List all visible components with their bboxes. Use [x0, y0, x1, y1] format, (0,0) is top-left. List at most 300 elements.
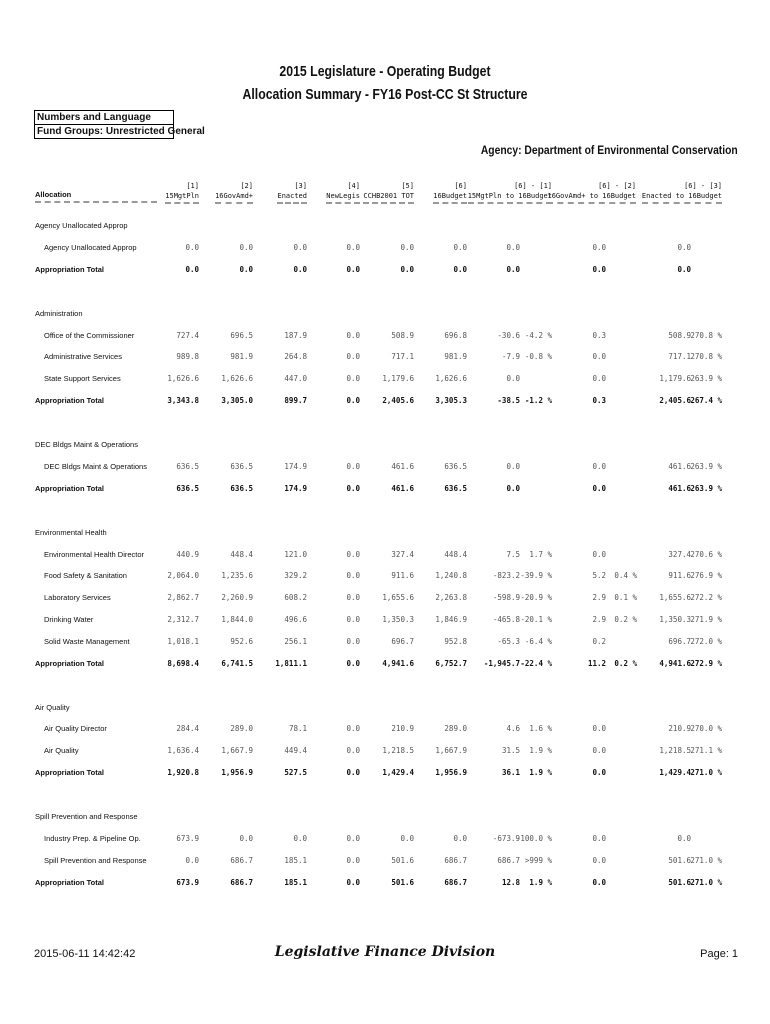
cell-value: 0.0: [506, 374, 520, 384]
fund-info-box: [34, 110, 205, 139]
cell-value: 686.7: [444, 877, 467, 887]
cell-value: 1,667.9: [435, 746, 467, 756]
row-label: Appropriation Total: [35, 768, 105, 777]
cell-value: 272.0 %: [690, 636, 722, 646]
cell-value: 1,350.3: [659, 614, 691, 624]
column-header-index: [4]: [347, 182, 360, 190]
row-label: Laboratory Services: [44, 593, 111, 603]
cell-value: -1.2 %: [524, 395, 552, 405]
cell-value: 0.0: [453, 264, 467, 274]
cell-value: 501.6: [668, 855, 691, 865]
cell-value: 0.1 %: [614, 593, 637, 603]
cell-value: 989.8: [176, 352, 199, 362]
cell-value: 447.0: [284, 374, 307, 384]
row-label: Food Safety & Sanitation: [44, 571, 127, 581]
cell-value: 36.1: [501, 768, 520, 777]
cell-value: -673.9: [492, 833, 520, 843]
cell-value: 263.9 %: [690, 374, 722, 384]
cell-value: 0.0: [592, 374, 606, 384]
column-header: [468, 181, 552, 204]
row-label: Air Quality: [44, 746, 79, 756]
cell-value: 329.2: [284, 571, 307, 581]
cell-value: 0.0: [506, 483, 520, 493]
cell-value: 0.0: [346, 264, 360, 274]
cell-value: 1,655.6: [659, 593, 691, 603]
cell-value: 0.0: [592, 833, 606, 843]
cell-value: 0.0: [346, 549, 360, 559]
group-name: DEC Bldgs Maint & Operations: [35, 440, 138, 449]
cell-value: 899.7: [284, 395, 307, 405]
cell-value: 0.0: [506, 242, 520, 252]
cell-value: 461.6: [391, 461, 414, 471]
cell-value: 270.8 %: [690, 330, 722, 340]
cell-value: -1,945.7: [483, 658, 520, 668]
cell-value: 527.5: [284, 768, 307, 777]
cell-value: 0.0: [677, 833, 691, 843]
appropriation-total-row: [0, 396, 770, 408]
cell-value: 284.4: [176, 724, 199, 734]
column-header-index: [6] - [1]: [514, 182, 552, 190]
cell-value: 1,626.6: [435, 374, 467, 384]
cell-value: 289.0: [230, 724, 253, 734]
cell-value: 496.6: [284, 614, 307, 624]
cell-value: 0.0: [592, 768, 606, 777]
cell-value: -22.4 %: [520, 658, 552, 668]
cell-value: 1.9 %: [529, 746, 552, 756]
cell-value: 449.4: [284, 746, 307, 756]
cell-value: 461.6: [668, 483, 691, 493]
cell-value: 1.9 %: [529, 877, 552, 887]
cell-value: 256.1: [284, 636, 307, 646]
group-header: [0, 703, 770, 715]
cell-value: 2.9: [592, 614, 606, 624]
allocation-column-header: Allocation: [35, 190, 157, 203]
cell-value: 1,920.8: [167, 768, 199, 777]
cell-value: 0.0: [239, 833, 253, 843]
cell-value: 327.4: [668, 549, 691, 559]
cell-value: 981.9: [444, 352, 467, 362]
column-header: [215, 181, 253, 204]
column-header-label: 15MgtPln to 16Budget: [468, 191, 552, 204]
cell-value: 461.6: [391, 483, 414, 493]
table-row: [0, 724, 770, 736]
cell-value: 686.7: [444, 855, 467, 865]
agency-label: Agency: Department of Environmental Conservation: [481, 143, 738, 157]
cell-value: 0.0: [346, 374, 360, 384]
row-label: Spill Prevention and Response: [44, 855, 147, 865]
cell-value: >999 %: [524, 855, 552, 865]
column-header: [433, 181, 467, 204]
cell-value: 0.0: [346, 658, 360, 668]
row-label: Appropriation Total: [35, 483, 105, 493]
cell-value: 448.4: [444, 549, 467, 559]
row-label: Administrative Services: [44, 352, 122, 362]
cell-value: 0.0: [592, 264, 606, 274]
cell-value: 3,305.0: [221, 395, 253, 405]
cell-value: 636.5: [230, 483, 253, 493]
cell-value: 1,667.9: [221, 746, 253, 756]
cell-value: 1,956.9: [435, 768, 467, 777]
cell-value: 0.0: [346, 593, 360, 603]
cell-value: -0.8 %: [524, 352, 552, 362]
cell-value: 0.0: [400, 242, 414, 252]
cell-value: 0.0: [592, 877, 606, 887]
cell-value: 6,752.7: [435, 658, 467, 668]
cell-value: 0.0: [346, 330, 360, 340]
row-label: State Support Services: [44, 374, 121, 384]
column-header-label: NewLegis: [326, 191, 360, 204]
cell-value: 448.4: [230, 549, 253, 559]
row-label: Office of the Commissioner: [44, 330, 135, 340]
cell-value: 270.8 %: [690, 352, 722, 362]
cell-value: 271.0 %: [690, 768, 722, 777]
group-header: [0, 309, 770, 321]
cell-value: 508.9: [668, 330, 691, 340]
column-header-index: [6] - [3]: [684, 182, 722, 190]
cell-value: 696.7: [668, 636, 691, 646]
cell-value: 696.8: [444, 330, 467, 340]
group-name: Agency Unallocated Approp: [35, 221, 128, 230]
cell-value: 1.6 %: [529, 724, 552, 734]
table-row: [0, 550, 770, 562]
cell-value: 2,862.7: [167, 593, 199, 603]
cell-value: 717.1: [391, 352, 414, 362]
cell-value: 121.0: [284, 549, 307, 559]
cell-value: 0.0: [346, 724, 360, 734]
cell-value: 1,811.1: [275, 658, 307, 668]
row-label: DEC Bldgs Maint & Operations: [44, 461, 147, 471]
table-row: [0, 571, 770, 583]
cell-value: 272.9 %: [690, 658, 722, 668]
cell-value: 210.9: [391, 724, 414, 734]
cell-value: 0.0: [346, 855, 360, 865]
cell-value: 0.0: [239, 242, 253, 252]
cell-value: 0.0: [400, 833, 414, 843]
cell-value: 0.0: [506, 264, 520, 274]
row-label: Appropriation Total: [35, 877, 105, 887]
cell-value: 0.0: [346, 395, 360, 405]
page-number: 1: [731, 948, 738, 960]
cell-value: 0.0: [677, 264, 691, 274]
appropriation-total-row: [0, 484, 770, 496]
row-label: Appropriation Total: [35, 395, 105, 405]
cell-value: 12.8: [501, 877, 520, 887]
table-row: [0, 243, 770, 255]
cell-value: 1,218.5: [382, 746, 414, 756]
row-label: Appropriation Total: [35, 264, 105, 274]
cell-value: 2,312.7: [167, 614, 199, 624]
cell-value: -4.2 %: [524, 330, 552, 340]
cell-value: 0.0: [592, 549, 606, 559]
cell-value: -823.2: [492, 571, 520, 581]
cell-value: 185.1: [284, 877, 307, 887]
cell-value: 461.6: [668, 461, 691, 471]
group-name: Administration: [35, 308, 83, 318]
cell-value: 1,179.6: [659, 374, 691, 384]
cell-value: 0.2: [592, 636, 606, 646]
cell-value: 7.5: [506, 549, 520, 559]
cell-value: 2,405.6: [659, 395, 691, 405]
cell-value: 636.5: [444, 461, 467, 471]
cell-value: 289.0: [444, 724, 467, 734]
table-row: [0, 462, 770, 474]
cell-value: 0.0: [346, 746, 360, 756]
column-header-index: [3]: [294, 182, 307, 190]
cell-value: 0.0: [592, 855, 606, 865]
cell-value: 0.0: [239, 264, 253, 274]
cell-value: 271.0 %: [690, 877, 722, 887]
column-header-index: [5]: [401, 182, 414, 190]
group-header: [0, 221, 770, 233]
row-label: Appropriation Total: [35, 658, 105, 668]
cell-value: 271.0 %: [690, 855, 722, 865]
cell-value: 2,260.9: [221, 593, 253, 603]
cell-value: 1,844.0: [221, 614, 253, 624]
column-header: [547, 181, 636, 204]
cell-value: 0.0: [293, 264, 307, 274]
cell-value: 673.9: [176, 877, 199, 887]
cell-value: 270.0 %: [690, 724, 722, 734]
cell-value: 174.9: [284, 461, 307, 471]
cell-value: 272.2 %: [690, 593, 722, 603]
cell-value: 911.6: [391, 571, 414, 581]
cell-value: 276.9 %: [690, 571, 722, 581]
cell-value: 0.0: [185, 264, 199, 274]
cell-value: 1,218.5: [659, 746, 691, 756]
column-header-label: Enacted to 16Budget: [642, 191, 722, 204]
cell-value: -598.9: [492, 593, 520, 603]
cell-value: 0.0: [592, 483, 606, 493]
cell-value: 952.6: [230, 636, 253, 646]
appropriation-total-row: [0, 768, 770, 780]
column-header-label: 16GovAmd+: [215, 191, 253, 204]
cell-value: 0.0: [346, 877, 360, 887]
cell-value: 0.0: [453, 242, 467, 252]
cell-value: 0.0: [346, 636, 360, 646]
table-row: [0, 593, 770, 605]
cell-value: 0.3: [592, 395, 606, 405]
cell-value: 0.0: [453, 833, 467, 843]
row-label: Solid Waste Management: [44, 636, 130, 646]
cell-value: 1.7 %: [529, 549, 552, 559]
cell-value: -20.9 %: [520, 593, 552, 603]
cell-value: 0.0: [185, 855, 199, 865]
cell-value: 4,941.6: [659, 658, 691, 668]
cell-value: 0.2 %: [614, 658, 637, 668]
report-timestamp: 2015-06-11 14:42:42: [34, 948, 136, 960]
cell-value: 673.9: [176, 833, 199, 843]
cell-value: 270.6 %: [690, 549, 722, 559]
cell-value: -30.6: [497, 330, 520, 340]
column-header-label: CCHB2001 TOT: [363, 191, 414, 204]
page-label: Page:: [700, 948, 729, 960]
column-header-label: 15MgtPln: [165, 191, 199, 204]
cell-value: 636.5: [176, 461, 199, 471]
table-row: [0, 746, 770, 758]
cell-value: 1,846.9: [435, 614, 467, 624]
cell-value: 2,064.0: [167, 571, 199, 581]
cell-value: 0.0: [592, 352, 606, 362]
cell-value: 0.0: [592, 746, 606, 756]
cell-value: 952.8: [444, 636, 467, 646]
cell-value: 501.6: [391, 877, 414, 887]
table-row: [0, 834, 770, 846]
cell-value: 0.0: [592, 242, 606, 252]
cell-value: 1,235.6: [221, 571, 253, 581]
cell-value: 440.9: [176, 549, 199, 559]
cell-value: 31.5: [501, 746, 520, 756]
column-header-label: Enacted: [277, 191, 307, 204]
report-title: 2015 Legislature - Operating Budget: [279, 63, 491, 80]
cell-value: 1.9 %: [529, 768, 552, 777]
cell-value: 185.1: [284, 855, 307, 865]
cell-value: 1,350.3: [382, 614, 414, 624]
column-header-index: [6]: [454, 182, 467, 190]
page-indicator: [697, 948, 738, 960]
cell-value: 0.0: [346, 768, 360, 777]
cell-value: 271.1 %: [690, 746, 722, 756]
cell-value: 3,343.8: [167, 395, 199, 405]
cell-value: 1,179.6: [382, 374, 414, 384]
group-header: [0, 440, 770, 452]
appropriation-total-row: [0, 265, 770, 277]
cell-value: 0.0: [293, 833, 307, 843]
cell-value: 271.9 %: [690, 614, 722, 624]
cell-value: 1,626.6: [221, 374, 253, 384]
cell-value: -39.9 %: [520, 571, 552, 581]
cell-value: -465.8: [492, 614, 520, 624]
numbers-language-label: Numbers and Language: [37, 112, 151, 123]
cell-value: 174.9: [284, 483, 307, 493]
cell-value: 0.0: [293, 242, 307, 252]
cell-value: 636.5: [176, 483, 199, 493]
cell-value: 0.3: [592, 330, 606, 340]
row-label: Air Quality Director: [44, 724, 107, 734]
cell-value: 1,956.9: [221, 768, 253, 777]
cell-value: 2,405.6: [382, 395, 414, 405]
cell-value: 1,636.4: [167, 746, 199, 756]
appropriation-total-row: [0, 878, 770, 890]
cell-value: 0.0: [677, 242, 691, 252]
cell-value: 0.0: [592, 724, 606, 734]
cell-value: 0.0: [346, 461, 360, 471]
cell-value: 0.0: [346, 833, 360, 843]
cell-value: 2.9: [592, 593, 606, 603]
cell-value: 6,741.5: [221, 658, 253, 668]
column-header-label: 16GovAmd+ to 16Budget: [547, 191, 636, 204]
row-label: Industry Prep. & Pipeline Op.: [44, 833, 141, 843]
table-row: [0, 637, 770, 649]
cell-value: 717.1: [668, 352, 691, 362]
cell-value: 686.7: [230, 855, 253, 865]
cell-value: 0.0: [346, 242, 360, 252]
cell-value: 4,941.6: [382, 658, 414, 668]
column-header-index: [1]: [186, 182, 199, 190]
cell-value: 2,263.8: [435, 593, 467, 603]
cell-value: 1,626.6: [167, 374, 199, 384]
cell-value: 0.0: [506, 461, 520, 471]
row-label: Agency Unallocated Approp: [44, 242, 137, 252]
cell-value: 981.9: [230, 352, 253, 362]
cell-value: 0.0: [185, 242, 199, 252]
cell-value: 187.9: [284, 330, 307, 340]
table-row: [0, 352, 770, 364]
table-row: [0, 856, 770, 868]
cell-value: 636.5: [230, 461, 253, 471]
cell-value: -7.9: [501, 352, 520, 362]
cell-value: 3,305.3: [435, 395, 467, 405]
column-header: [277, 181, 307, 204]
cell-value: 696.7: [391, 636, 414, 646]
cell-value: 911.6: [668, 571, 691, 581]
group-name: Air Quality: [35, 702, 70, 712]
cell-value: 727.4: [176, 330, 199, 340]
cell-value: -38.5: [497, 395, 520, 405]
column-header-index: [6] - [2]: [598, 182, 636, 190]
cell-value: 686.7: [230, 877, 253, 887]
cell-value: -20.1 %: [520, 614, 552, 624]
cell-value: 264.8: [284, 352, 307, 362]
cell-value: 327.4: [391, 549, 414, 559]
table-row: [0, 331, 770, 343]
cell-value: 11.2: [587, 658, 606, 668]
group-header: [0, 812, 770, 824]
group-header: [0, 528, 770, 540]
table-row: [0, 374, 770, 386]
cell-value: 686.7: [497, 855, 520, 865]
cell-value: 263.9 %: [690, 483, 722, 493]
cell-value: 267.4 %: [690, 395, 722, 405]
cell-value: 1,240.8: [435, 571, 467, 581]
column-header-label: 16Budget: [433, 191, 467, 204]
cell-value: 0.0: [400, 264, 414, 274]
column-header: [363, 181, 414, 204]
column-header: [326, 181, 360, 204]
cell-value: 0.0: [346, 483, 360, 493]
cell-value: 608.2: [284, 593, 307, 603]
cell-value: 501.6: [668, 877, 691, 887]
cell-value: 1,429.4: [659, 768, 691, 777]
cell-value: 8,698.4: [167, 658, 199, 668]
cell-value: 1,018.1: [167, 636, 199, 646]
cell-value: 696.5: [230, 330, 253, 340]
cell-value: 0.2 %: [614, 614, 637, 624]
cell-value: 1,429.4: [382, 768, 414, 777]
appropriation-total-row: [0, 659, 770, 671]
fund-groups-label: Fund Groups: Unrestricted General: [37, 126, 205, 137]
cell-value: 4.6: [506, 724, 520, 734]
cell-value: -65.3: [497, 636, 520, 646]
cell-value: -6.4 %: [524, 636, 552, 646]
report-subtitle: Allocation Summary - FY16 Post-CC St Structure: [242, 86, 528, 103]
cell-value: 78.1: [288, 724, 307, 734]
cell-value: 210.9: [668, 724, 691, 734]
cell-value: 1,655.6: [382, 593, 414, 603]
cell-value: 0.0: [592, 461, 606, 471]
cell-value: 0.0: [346, 352, 360, 362]
column-header-index: [2]: [240, 182, 253, 190]
column-header: [165, 181, 199, 204]
row-label: Drinking Water: [44, 614, 94, 624]
cell-value: 0.4 %: [614, 571, 637, 581]
row-label: Environmental Health Director: [44, 549, 145, 559]
group-name: Environmental Health: [35, 527, 107, 537]
cell-value: 0.0: [346, 571, 360, 581]
table-row: [0, 615, 770, 627]
cell-value: 0.0: [346, 614, 360, 624]
division-name: Legislative Finance Division: [274, 944, 496, 960]
cell-value: 501.6: [391, 855, 414, 865]
